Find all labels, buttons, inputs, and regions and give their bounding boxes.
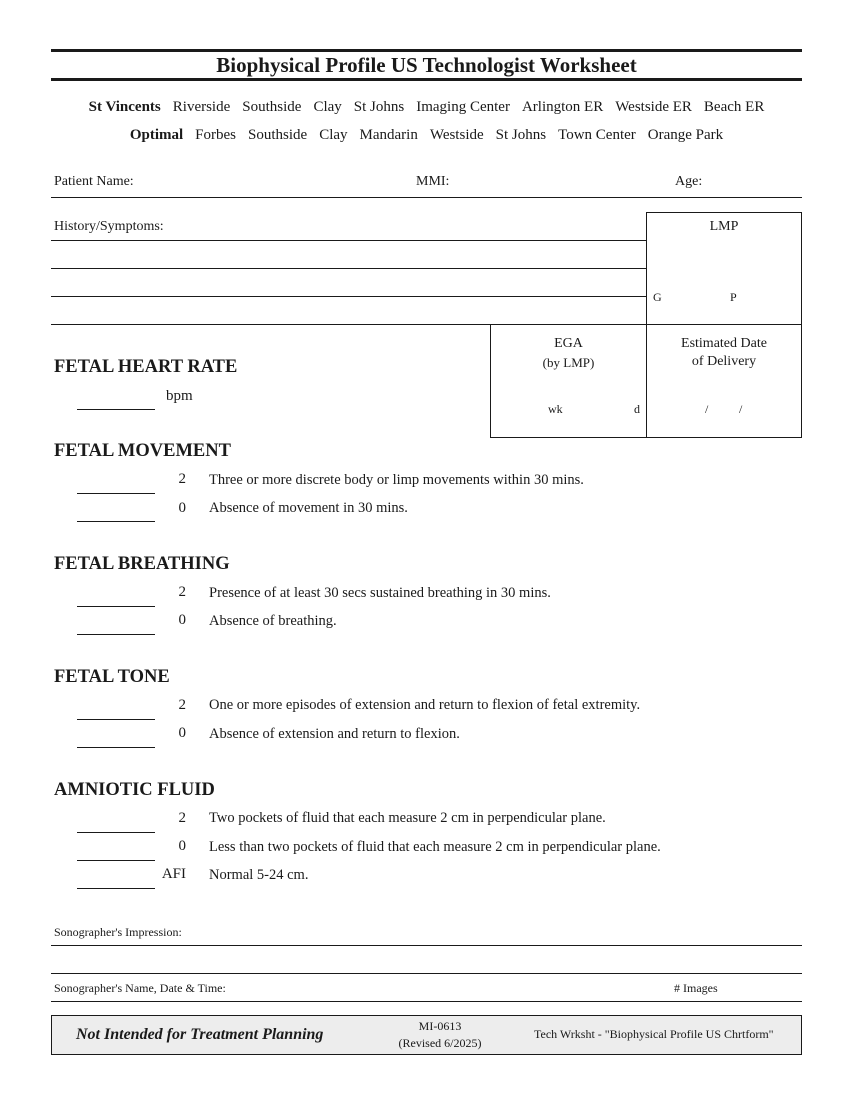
location-item: Southside <box>242 99 302 115</box>
form-id: MI-0613 <box>418 1019 462 1033</box>
age-label: Age: <box>675 174 703 189</box>
title-rule-top <box>51 49 802 52</box>
edd-slash-2: / <box>739 402 743 416</box>
section-amniotic-fluid: AMNIOTIC FLUID <box>54 780 215 800</box>
form-revised: (Revised 6/2025) <box>398 1036 482 1050</box>
ega-days-label: d <box>634 402 640 416</box>
ega-sub-label: (by LMP) <box>542 355 595 370</box>
location-group-optimal: Optimal <box>129 127 184 143</box>
tone-score-0-input[interactable] <box>77 747 155 748</box>
movement-score-2: 2 <box>178 471 186 487</box>
movement-criteria-0: Absence of movement in 30 mins. <box>209 500 408 516</box>
page-title: Biophysical Profile US Technologist Worksheet <box>216 53 637 77</box>
location-item: Arlington ER <box>521 99 604 115</box>
breathing-criteria-0: Absence of breathing. <box>209 613 337 629</box>
tone-score-2: 2 <box>178 697 186 713</box>
ega-weeks-label: wk <box>548 402 563 416</box>
section-fetal-heart-rate: FETAL HEART RATE <box>54 357 238 377</box>
location-item: Beach ER <box>703 99 765 115</box>
fluid-afi-label: AFI <box>161 866 186 882</box>
mmi-label: MMI: <box>416 174 450 189</box>
location-item: Clay <box>319 127 348 143</box>
location-item: Southside <box>248 127 308 143</box>
sonographer-label: Sonographer's Name, Date & Time: <box>54 981 226 995</box>
heart-rate-input[interactable] <box>77 409 155 410</box>
fluid-score-0: 0 <box>178 838 186 854</box>
fluid-afi-input[interactable] <box>77 888 155 889</box>
tone-criteria-0: Absence of extension and return to flexion. <box>209 726 460 742</box>
location-item: St Johns <box>495 127 547 143</box>
patient-name-label: Patient Name: <box>54 174 134 189</box>
footer-box <box>51 1015 802 1055</box>
movement-criteria-2: Three or more discrete body or limp movements within 30 mins. <box>209 472 584 488</box>
edd-label-line-2: of Delivery <box>691 354 757 369</box>
tone-score-2-input[interactable] <box>77 719 155 720</box>
breathing-score-2: 2 <box>178 584 186 600</box>
impression-line-1[interactable] <box>51 945 802 946</box>
breathing-score-0: 0 <box>178 612 186 628</box>
location-group-st-vincents: St Vincents <box>88 99 161 115</box>
tone-criteria-2: One or more episodes of extension and return to flexion of fetal extremity. <box>209 697 641 713</box>
para-label: P <box>730 290 737 304</box>
edd-label-line-1: Estimated Date <box>681 336 767 351</box>
movement-score-0-input[interactable] <box>77 521 155 522</box>
fluid-criteria-0: Less than two pockets of fluid that each measure 2 cm in perpendicular plane. <box>209 839 661 855</box>
location-item: Orange Park <box>647 127 724 143</box>
history-line-2[interactable] <box>51 268 646 269</box>
tone-score-0: 0 <box>178 725 186 741</box>
movement-score-0: 0 <box>178 500 186 516</box>
location-item: Clay <box>313 99 342 115</box>
patient-line[interactable] <box>51 197 802 198</box>
treatment-planning-notice: Not Intended for Treatment Planning <box>76 1026 324 1043</box>
location-item: Westside <box>429 127 484 143</box>
locations-row-st-vincents <box>51 99 802 116</box>
gravida-label: G <box>653 290 662 304</box>
bpm-unit: bpm <box>166 388 193 404</box>
fluid-score-2-input[interactable] <box>77 832 155 833</box>
location-item: Town Center <box>558 127 636 143</box>
edd-slash-1: / <box>705 402 709 416</box>
section-fetal-movement: FETAL MOVEMENT <box>54 441 231 461</box>
lmp-label: LMP <box>709 219 739 234</box>
form-name: Tech Wrksht - "Biophysical Profile US Chrtform" <box>534 1027 774 1041</box>
sonographer-line[interactable] <box>51 1001 802 1002</box>
section-fetal-tone: FETAL TONE <box>54 667 170 687</box>
location-item: St Johns <box>353 99 405 115</box>
ega-label: EGA <box>554 336 583 351</box>
location-item: Mandarin <box>359 127 418 143</box>
movement-score-2-input[interactable] <box>77 493 155 494</box>
history-line-1[interactable] <box>51 240 646 241</box>
breathing-score-0-input[interactable] <box>77 634 155 635</box>
breathing-score-2-input[interactable] <box>77 606 155 607</box>
location-item: Forbes <box>195 127 236 143</box>
locations-row-optimal <box>51 127 802 144</box>
history-line-3[interactable] <box>51 296 646 297</box>
fluid-score-0-input[interactable] <box>77 860 155 861</box>
section-fetal-breathing: FETAL BREATHING <box>54 554 230 574</box>
fluid-afi-criteria: Normal 5-24 cm. <box>209 867 309 883</box>
impression-label: Sonographer's Impression: <box>54 925 182 939</box>
history-label: History/Symptoms: <box>54 219 164 234</box>
fluid-criteria-2: Two pockets of fluid that each measure 2 cm in perpendicular plane. <box>209 810 606 826</box>
fluid-score-2: 2 <box>178 810 186 826</box>
impression-line-2[interactable] <box>51 973 802 974</box>
location-item: Imaging Center <box>416 99 510 115</box>
images-count-label: # Images <box>674 981 718 995</box>
breathing-criteria-2: Presence of at least 30 secs sustained breathing in 30 mins. <box>209 585 551 601</box>
location-item: Riverside <box>172 99 231 115</box>
location-item: Westside ER <box>615 99 692 115</box>
title-rule-bottom <box>51 78 802 81</box>
